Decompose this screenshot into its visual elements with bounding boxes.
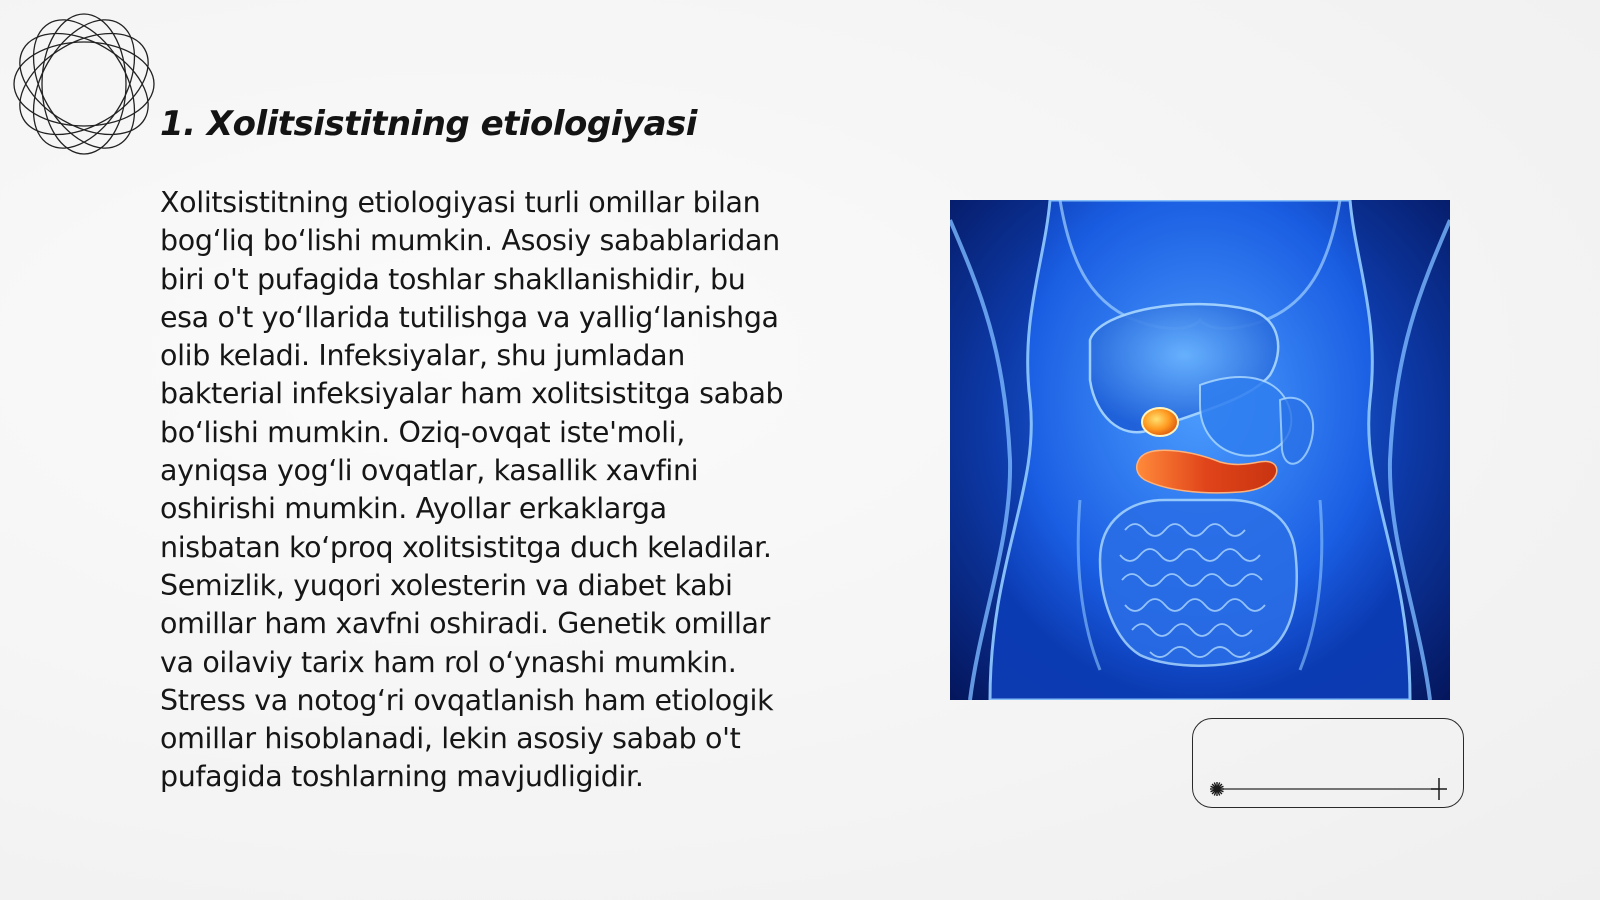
decorative-frame: [1192, 718, 1464, 808]
body-line: nisbatan ko‘proq xolitsistitga duch keladilar.: [160, 530, 772, 564]
slide-title: 1. Xolitsistitning etiologiyasi: [160, 104, 697, 144]
starburst-line-icon: [1193, 719, 1465, 809]
circular-rings-ornament-icon: [8, 8, 160, 160]
body-line: bo‘lishi mumkin. Oziq-ovqat iste'moli,: [160, 415, 685, 449]
body-line: biri o't pufagida toshlar shakllanishidir, bu: [160, 262, 746, 296]
body-line: bakterial infeksiyalar ham xolitsistitga sabab: [160, 377, 784, 411]
body-line: esa o't yo‘llarida tutilishga va yallig‘lanishga: [160, 300, 779, 334]
body-line: va oilaviy tarix ham rol o‘ynashi mumkin.: [160, 645, 737, 679]
body-line: omillar hisoblanadi, lekin asosiy sabab o't: [160, 722, 741, 756]
abdominal-anatomy-icon: [950, 200, 1450, 700]
body-line: omillar ham xavfni oshiradi. Genetik omillar: [160, 607, 771, 641]
body-paragraph: [160, 184, 860, 797]
body-line: olib keladi. Infeksiyalar, shu jumladan: [160, 339, 685, 373]
body-line: bog‘liq bo‘lishi mumkin. Asosiy sabablaridan: [160, 224, 780, 258]
body-line: pufagida toshlarning mavjudligidir.: [160, 760, 644, 794]
body-line: oshirishi mumkin. Ayollar erkaklarga: [160, 492, 667, 526]
body-line: Xolitsistitning etiologiyasi turli omillar bilan: [160, 186, 761, 219]
body-line: ayniqsa yog‘li ovqatlar, kasallik xavfini: [160, 454, 699, 488]
body-line: Stress va notog‘ri ovqatlanish ham etiologik: [160, 683, 774, 717]
abdominal-anatomy-image: [950, 200, 1450, 700]
body-line: Semizlik, yuqori xolesterin va diabet kabi: [160, 568, 733, 602]
